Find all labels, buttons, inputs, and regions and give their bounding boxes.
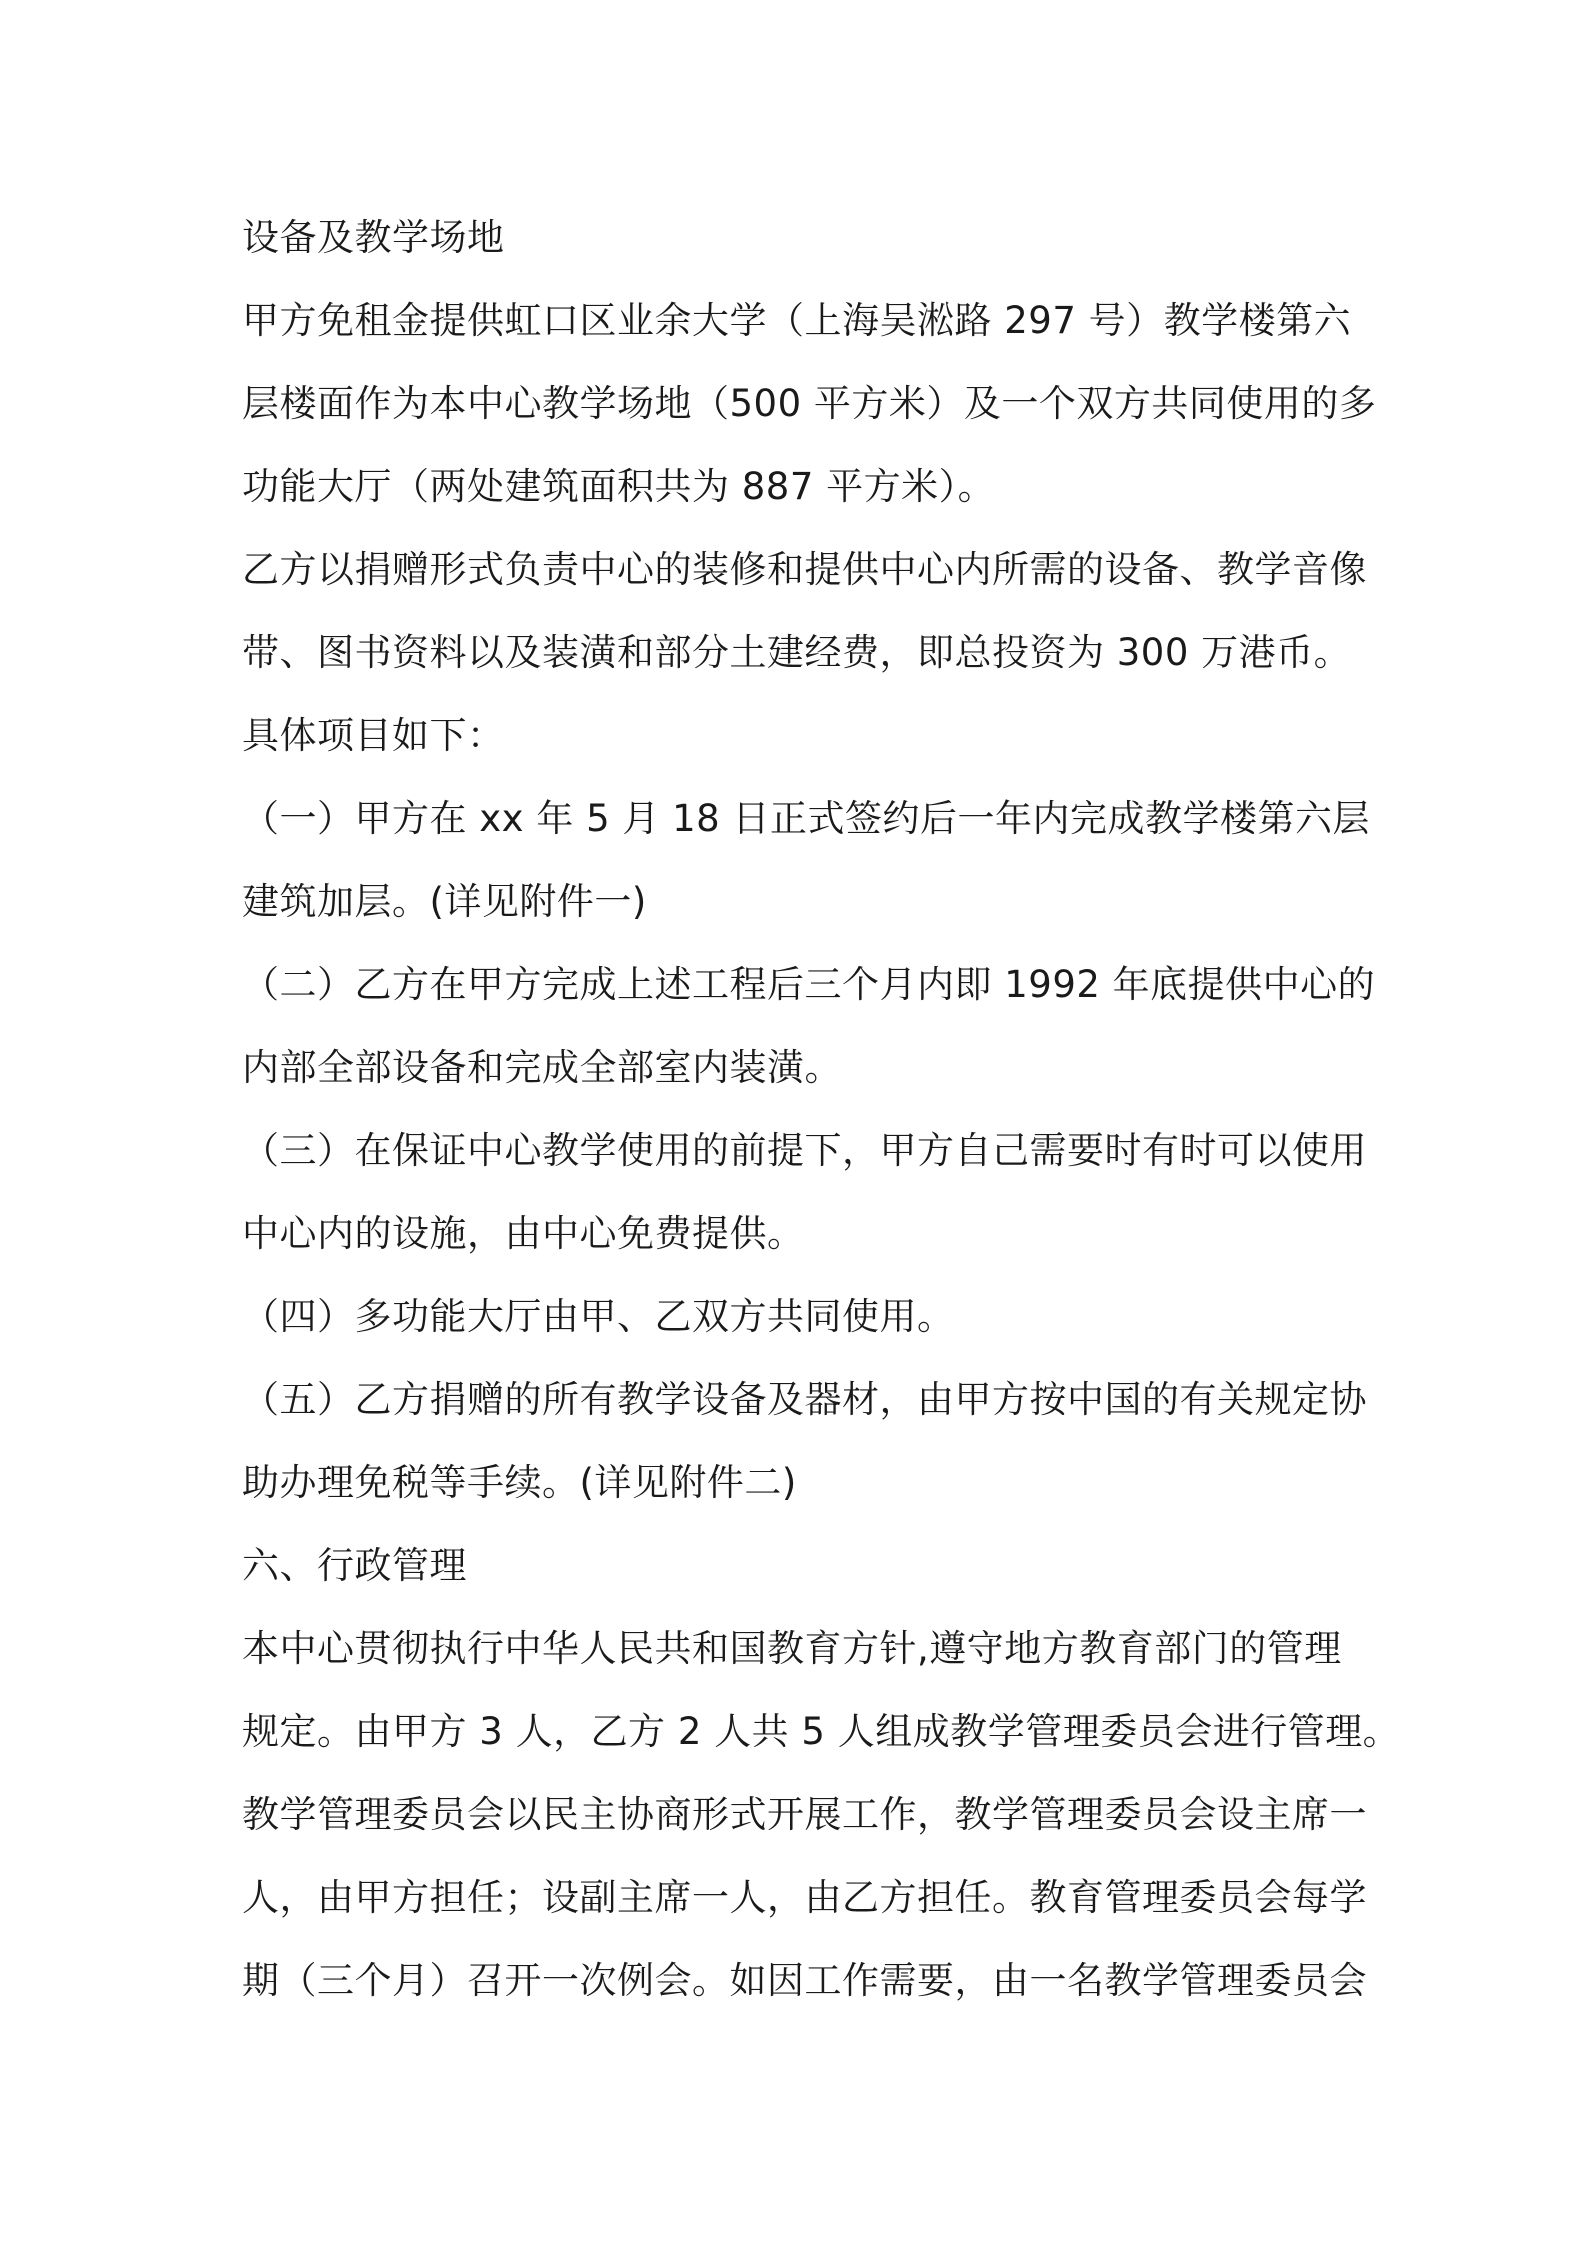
text-line: 甲方免租金提供虹口区业余大学（上海吴淞路 297 号）教学楼第六 (242, 299, 1352, 342)
list-item-1-cont: 建筑加层。(详见附件一) (242, 880, 647, 923)
list-item-4: （四）多功能大厅由甲、乙双方共同使用。 (242, 1295, 955, 1338)
list-item-2-cont: 内部全部设备和完成全部室内装潢。 (242, 1046, 842, 1089)
section-heading-admin: 六、行政管理 (242, 1544, 467, 1587)
list-item-1: （一）甲方在 xx 年 5 月 18 日正式签约后一年内完成教学楼第六层 (242, 797, 1370, 840)
text-line: 层楼面作为本中心教学场地（500 平方米）及一个双方共同使用的多 (242, 382, 1377, 425)
list-item-3: （三）在保证中心教学使用的前提下，甲方自己需要时有时可以使用 (242, 1129, 1367, 1172)
text-line: 功能大厅（两处建筑面积共为 887 平方米）。 (242, 465, 996, 508)
document-body (242, 196, 1401, 2022)
text-line: 规定。由甲方 3 人，乙方 2 人共 5 人组成教学管理委员会进行管理。 (242, 1710, 1401, 1753)
section-heading-venue: 设备及教学场地 (242, 216, 505, 259)
list-item-3-cont: 中心内的设施，由中心免费提供。 (242, 1212, 805, 1255)
list-item-2: （二）乙方在甲方完成上述工程后三个月内即 1992 年底提供中心的 (242, 963, 1376, 1006)
text-line: 乙方以捐赠形式负责中心的装修和提供中心内所需的设备、教学音像 (242, 548, 1367, 591)
list-item-5: （五）乙方捐赠的所有教学设备及器材，由甲方按中国的有关规定协 (242, 1378, 1367, 1421)
text-line: 带、图书资料以及装潢和部分土建经费，即总投资为 300 万港币。 (242, 631, 1352, 674)
text-line: 人，由甲方担任；设副主席一人，由乙方担任。教育管理委员会每学 (242, 1876, 1367, 1919)
text-line: 期（三个月）召开一次例会。如因工作需要，由一名教学管理委员会 (242, 1959, 1367, 2002)
list-item-5-cont: 助办理免税等手续。(详见附件二) (242, 1461, 797, 1504)
text-line: 教学管理委员会以民主协商形式开展工作，教学管理委员会设主席一 (242, 1793, 1367, 1836)
text-line: 本中心贯彻执行中华人民共和国教育方针,遵守地方教育部门的管理 (242, 1627, 1342, 1670)
text-line: 具体项目如下： (242, 714, 505, 757)
